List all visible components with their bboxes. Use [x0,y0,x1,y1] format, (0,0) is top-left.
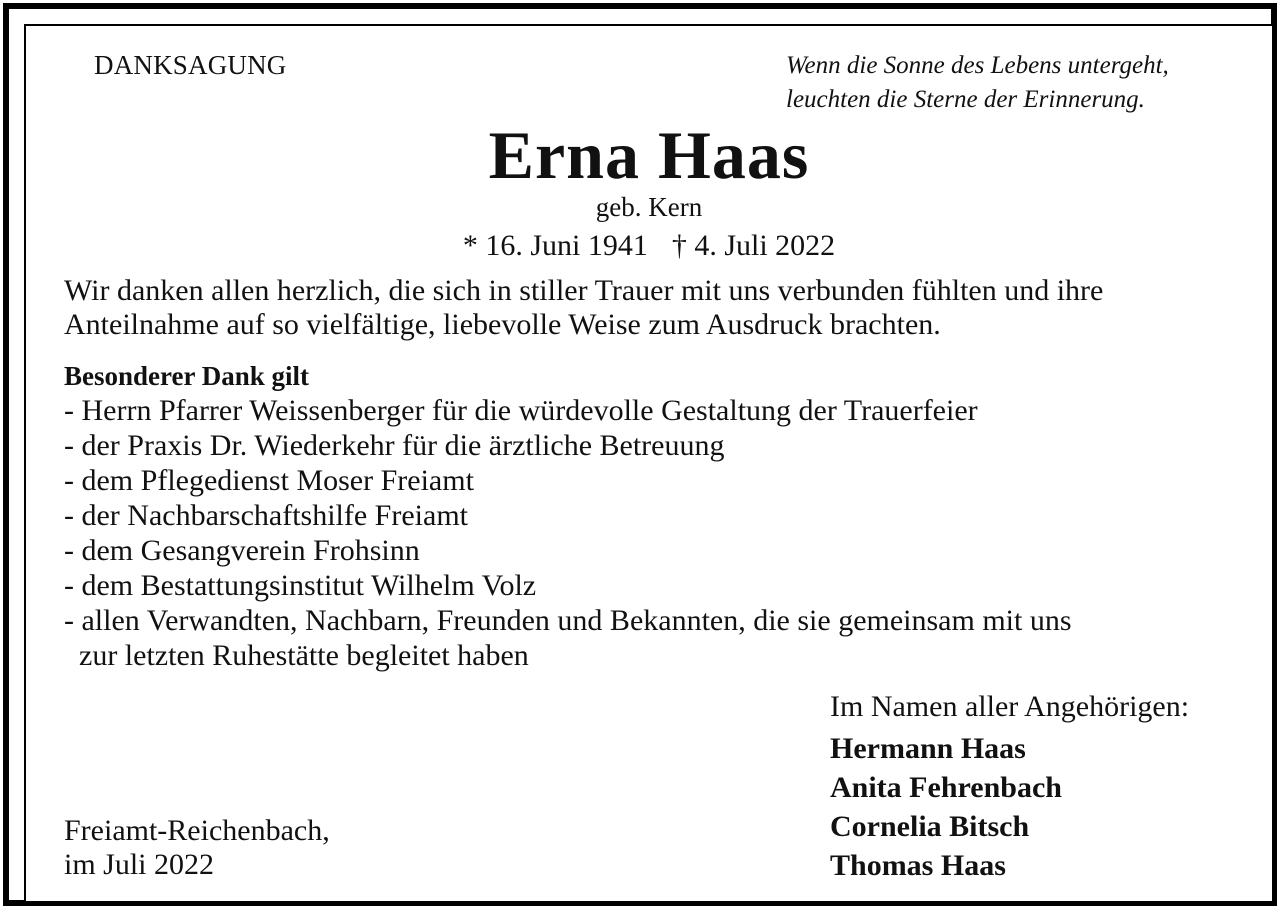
list-item: - der Praxis Dr. Wiederkehr für die ärztliche Betreuung [64,429,725,462]
signer-name: Thomas Haas [830,849,1006,882]
motto-quote [786,49,1169,117]
deceased-name: Erna Haas [488,117,810,193]
thanks-paragraph [64,274,1103,342]
list-item: - dem Gesangverein Frohsinn [64,534,420,567]
outer-border [3,3,1277,906]
list-item: - Herrn Pfarrer Weissenberger für die würdevolle Gestaltung der Trauerfeier [64,394,978,427]
list-item-continuation: zur letzten Ruhestätte begleitet haben [79,639,529,672]
birth-date: * 16. Juni 1941 [462,229,648,262]
on-behalf-label: Im Namen aller Angehörigen: [830,690,1190,723]
obituary-notice [24,24,1274,903]
special-thanks-title: Besonderer Dank gilt [64,361,310,391]
signer-name: Anita Fehrenbach [830,771,1062,804]
signer-name: Cornelia Bitsch [830,810,1030,843]
maiden-name: geb. Kern [595,192,703,222]
date: im Juli 2022 [64,848,215,881]
signer-name: Hermann Haas [830,732,1026,765]
signers-list [830,729,1062,885]
special-thanks-list [64,393,1072,673]
list-item: - der Nachbarschaftshilfe Freiamt [64,499,468,532]
thanks-line: Wir danken allen herzlich, die sich in stiller Trauer mit uns verbunden fühlten und ihre [64,274,1104,307]
death-date: † 4. Juli 2022 [671,229,836,262]
list-item: - dem Bestattungsinstitut Wilhelm Volz [64,569,537,602]
motto-line: leuchten die Sterne der Erinnerung. [786,86,1145,113]
notice-heading: DANKSAGUNG [94,50,287,80]
list-item: - dem Pflegedienst Moser Freiamt [64,464,474,497]
place: Freiamt-Reichenbach, [64,814,330,847]
motto-line: Wenn die Sonne des Lebens untergeht, [786,52,1169,79]
thanks-line: Anteilnahme auf so vielfältige, liebevolle Weise zum Ausdruck brachten. [64,308,941,341]
list-item: - allen Verwandten, Nachbarn, Freunden und Bekannten, die sie gemeinsam mit uns [64,604,1072,637]
life-dates [26,229,1272,263]
place-and-date [64,814,330,882]
